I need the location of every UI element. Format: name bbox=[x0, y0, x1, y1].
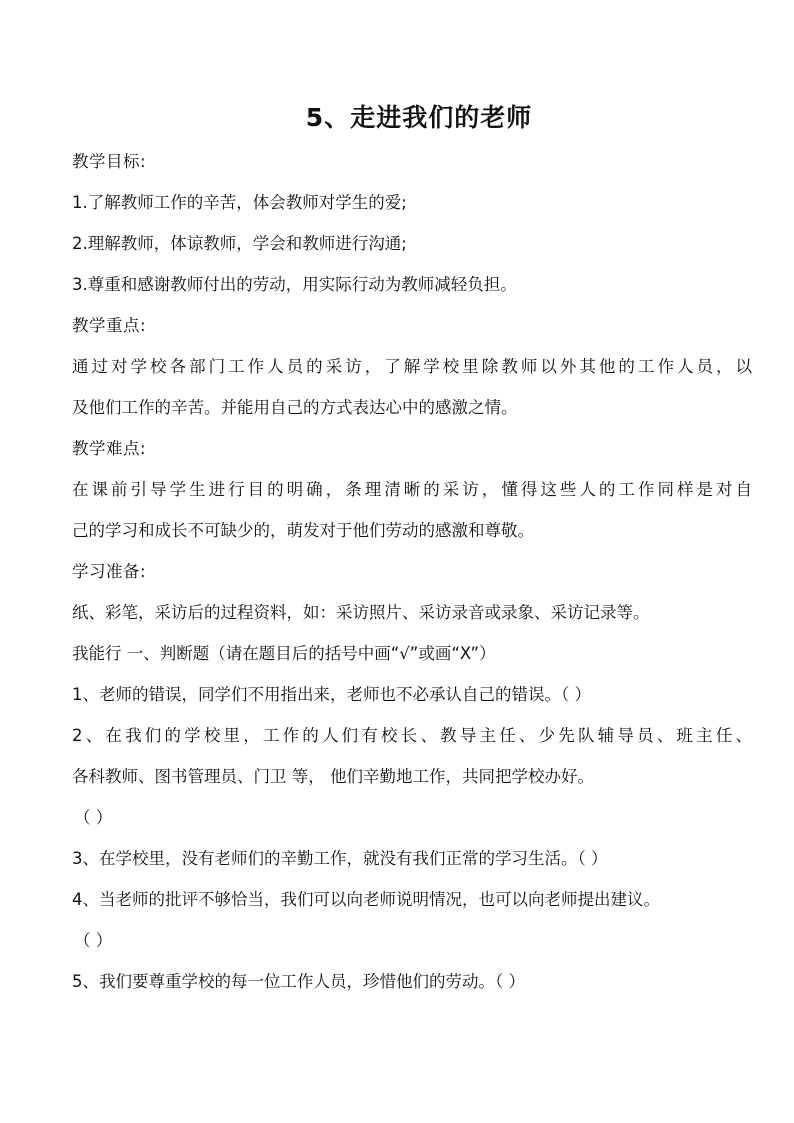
difficulties-line-1: 在课前引导学生进行目的明确，条理清晰的采访，懂得这些人的工作同样是对自 bbox=[72, 480, 752, 499]
question-3: 3、在学校里，没有老师们的辛勤工作，就没有我们正常的学习生活。（ ） bbox=[72, 849, 608, 868]
objective-item-1: 1.了解教师工作的辛苦，体会教师对学生的爱; bbox=[72, 193, 407, 212]
difficulties-line-2: 己的学习和成长不可缺少的，萌发对于他们劳动的感激和尊敬。 bbox=[72, 521, 534, 540]
question-5: 5、我们要尊重学校的每一位工作人员，珍惜他们的劳动。（ ） bbox=[72, 972, 525, 991]
question-4-line-1: 4、当老师的批评不够恰当，我们可以向老师说明情况，也可以向老师提出建议。 bbox=[72, 890, 660, 909]
question-1: 1、老师的错误，同学们不用指出来，老师也不必承认自己的错误。（ ） bbox=[72, 685, 591, 704]
difficulties-heading: 教学难点: bbox=[72, 439, 147, 458]
objective-item-2: 2.理解教师，体谅教师，学会和教师进行沟通; bbox=[72, 234, 407, 253]
document-title: 5、走进我们的老师 bbox=[305, 103, 533, 132]
preparation-text: 纸、彩笔，采访后的过程资料，如：采访照片、采访录音或录象、采访记录等。 bbox=[72, 603, 650, 622]
question-4-answer-blank: （ ） bbox=[74, 931, 113, 950]
question-2-line-2: 各科教师、图书管理员、门卫 等， 他们辛勤地工作，共同把学校办好。 bbox=[72, 767, 594, 786]
objective-item-3: 3.尊重和感谢教师付出的劳动，用实际行动为教师减轻负担。 bbox=[72, 275, 517, 294]
key-points-line-2: 及他们工作的辛苦。并能用自己的方式表达心中的感激之情。 bbox=[72, 398, 518, 417]
key-points-heading: 教学重点: bbox=[72, 316, 147, 335]
exercise-heading: 我能行 一、判断题（请在题目后的括号中画“√”或画“X”） bbox=[72, 644, 496, 663]
objectives-heading: 教学目标: bbox=[72, 152, 147, 171]
preparation-heading: 学习准备: bbox=[72, 562, 147, 581]
question-2-line-1: 2、在我们的学校里，工作的人们有校长、教导主任、少先队辅导员、班主任、 bbox=[72, 726, 752, 745]
key-points-line-1: 通过对学校各部门工作人员的采访，了解学校里除教师以外其他的工作人员，以 bbox=[72, 357, 752, 376]
question-2-answer-blank: （ ） bbox=[74, 808, 113, 827]
